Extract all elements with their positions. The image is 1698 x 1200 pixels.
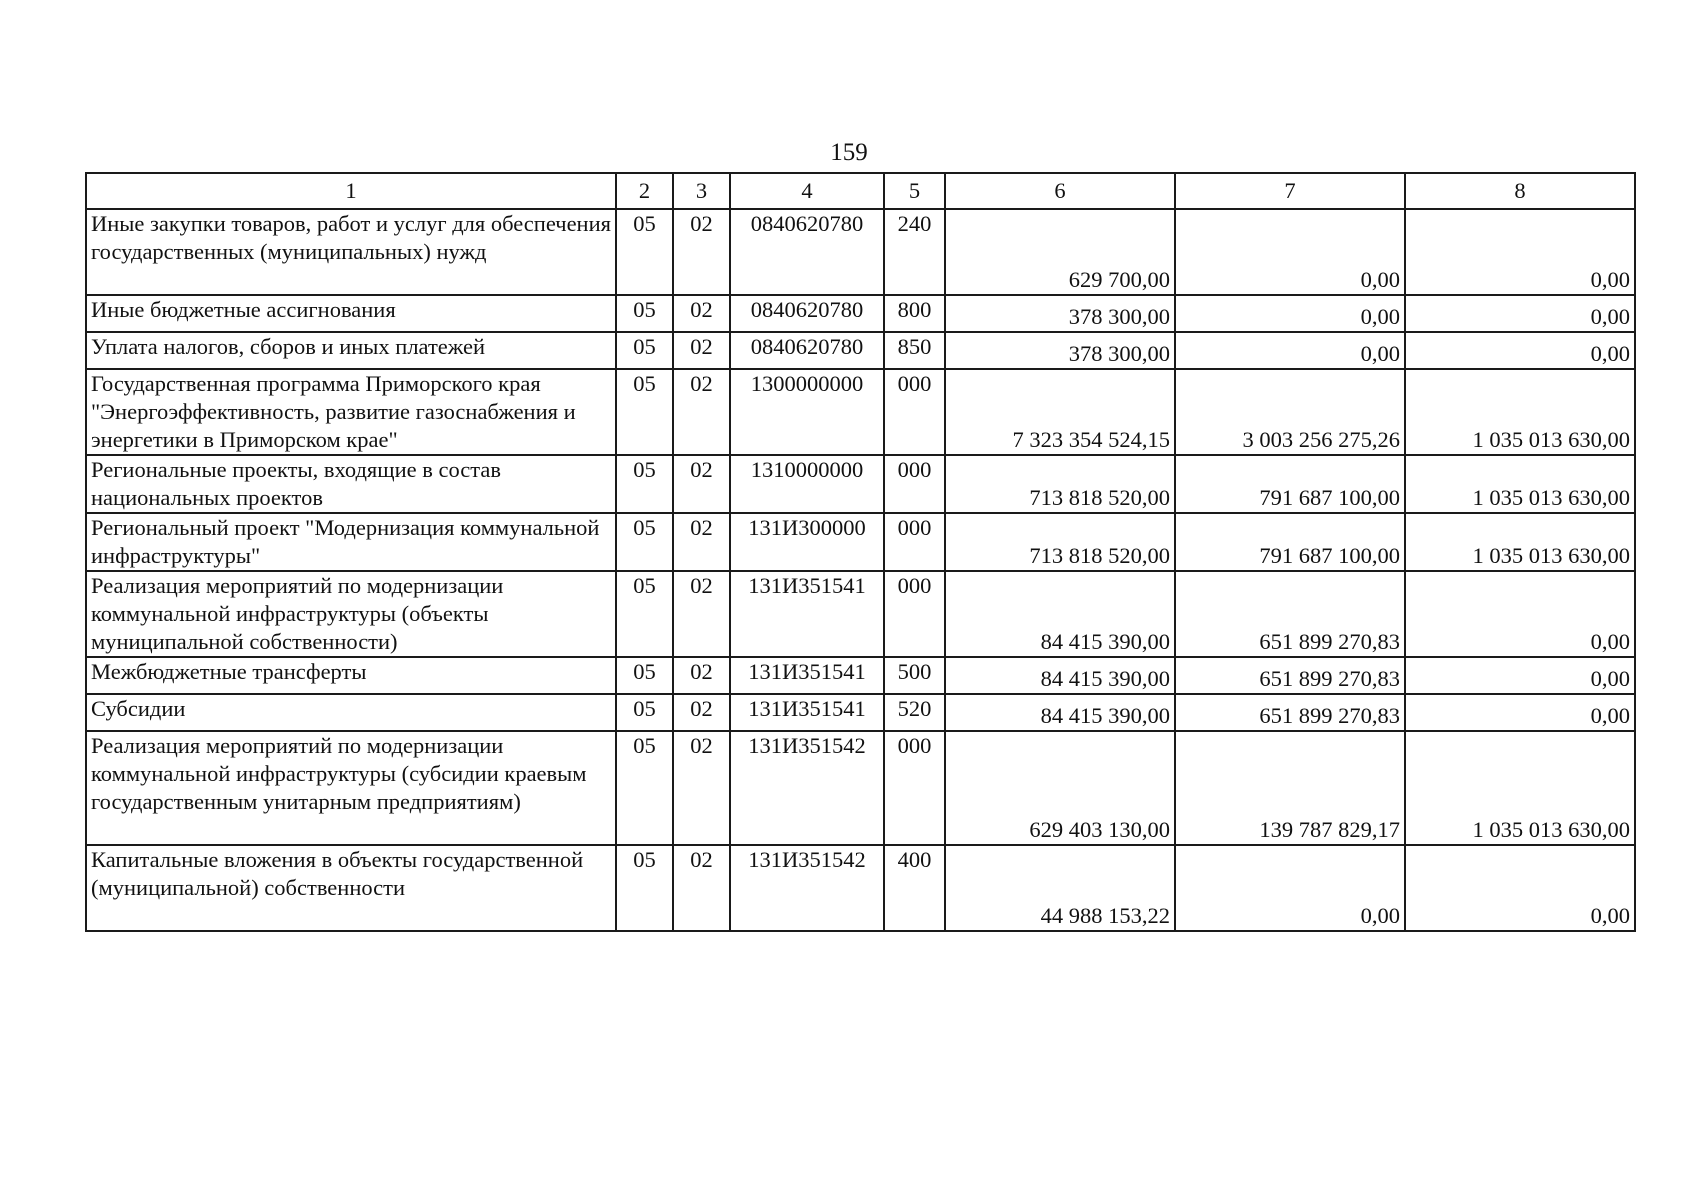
table-row (86, 571, 1635, 657)
target-article-code: 131И351542 (730, 731, 884, 845)
table-row (86, 731, 1635, 845)
budget-table (85, 172, 1636, 932)
amount-col-7: 3 003 256 275,26 (1175, 369, 1405, 455)
target-article-code: 131И351542 (730, 845, 884, 931)
subsection-code: 02 (673, 332, 730, 369)
header-cell: 3 (673, 173, 730, 209)
subsection-code: 02 (673, 369, 730, 455)
table-row (86, 694, 1635, 731)
amount-col-7: 0,00 (1175, 332, 1405, 369)
amount-col-6: 378 300,00 (945, 332, 1175, 369)
amount-col-8: 0,00 (1405, 845, 1635, 931)
target-article-code: 0840620780 (730, 209, 884, 295)
target-article-code: 1300000000 (730, 369, 884, 455)
header-cell: 1 (86, 173, 616, 209)
table-row (86, 369, 1635, 455)
amount-col-8: 0,00 (1405, 571, 1635, 657)
header-cell: 2 (616, 173, 673, 209)
expense-type-code: 800 (884, 295, 945, 332)
expense-type-code: 000 (884, 369, 945, 455)
amount-col-6: 84 415 390,00 (945, 694, 1175, 731)
subsection-code: 02 (673, 694, 730, 731)
header-cell: 4 (730, 173, 884, 209)
subsection-code: 02 (673, 295, 730, 332)
row-name: Уплата налогов, сборов и иных платежей (86, 332, 616, 369)
amount-col-8: 0,00 (1405, 657, 1635, 694)
subsection-code: 02 (673, 571, 730, 657)
row-name: Региональные проекты, входящие в состав национальных проектов (86, 455, 616, 513)
amount-col-6: 713 818 520,00 (945, 455, 1175, 513)
amount-col-6: 84 415 390,00 (945, 657, 1175, 694)
section-code: 05 (616, 295, 673, 332)
amount-col-8: 0,00 (1405, 694, 1635, 731)
header-cell: 5 (884, 173, 945, 209)
section-code: 05 (616, 731, 673, 845)
amount-col-8: 0,00 (1405, 209, 1635, 295)
expense-type-code: 000 (884, 731, 945, 845)
subsection-code: 02 (673, 657, 730, 694)
amount-col-7: 651 899 270,83 (1175, 657, 1405, 694)
section-code: 05 (616, 845, 673, 931)
table-row (86, 513, 1635, 571)
amount-col-8: 0,00 (1405, 332, 1635, 369)
row-name: Капитальные вложения в объекты государственной (муниципальной) собственности (86, 845, 616, 931)
target-article-code: 131И351541 (730, 694, 884, 731)
header-cell: 8 (1405, 173, 1635, 209)
table-row (86, 845, 1635, 931)
expense-type-code: 850 (884, 332, 945, 369)
amount-col-7: 0,00 (1175, 845, 1405, 931)
target-article-code: 131И300000 (730, 513, 884, 571)
expense-type-code: 000 (884, 571, 945, 657)
header-row (86, 173, 1635, 209)
target-article-code: 131И351541 (730, 571, 884, 657)
row-name: Межбюджетные трансферты (86, 657, 616, 694)
table-row (86, 209, 1635, 295)
target-article-code: 131И351541 (730, 657, 884, 694)
expense-type-code: 500 (884, 657, 945, 694)
expense-type-code: 000 (884, 455, 945, 513)
amount-col-7: 651 899 270,83 (1175, 694, 1405, 731)
amount-col-8: 1 035 013 630,00 (1405, 731, 1635, 845)
section-code: 05 (616, 332, 673, 369)
header-cell: 6 (945, 173, 1175, 209)
subsection-code: 02 (673, 455, 730, 513)
row-name: Реализация мероприятий по модернизации коммунальной инфраструктуры (объекты муниципальной собственности) (86, 571, 616, 657)
expense-type-code: 400 (884, 845, 945, 931)
row-name: Региональный проект "Модернизация коммунальной инфраструктуры" (86, 513, 616, 571)
target-article-code: 1310000000 (730, 455, 884, 513)
expense-type-code: 240 (884, 209, 945, 295)
header-cell: 7 (1175, 173, 1405, 209)
section-code: 05 (616, 369, 673, 455)
section-code: 05 (616, 209, 673, 295)
section-code: 05 (616, 455, 673, 513)
amount-col-8: 1 035 013 630,00 (1405, 455, 1635, 513)
amount-col-6: 378 300,00 (945, 295, 1175, 332)
amount-col-6: 84 415 390,00 (945, 571, 1175, 657)
amount-col-6: 713 818 520,00 (945, 513, 1175, 571)
amount-col-6: 44 988 153,22 (945, 845, 1175, 931)
amount-col-7: 139 787 829,17 (1175, 731, 1405, 845)
amount-col-6: 7 323 354 524,15 (945, 369, 1175, 455)
row-name: Субсидии (86, 694, 616, 731)
table-row (86, 455, 1635, 513)
amount-col-7: 0,00 (1175, 295, 1405, 332)
amount-col-7: 651 899 270,83 (1175, 571, 1405, 657)
row-name: Государственная программа Приморского края "Энергоэффективность, развитие газоснабжения и энергетики в Приморском крае" (86, 369, 616, 455)
amount-col-7: 791 687 100,00 (1175, 455, 1405, 513)
amount-col-8: 1 035 013 630,00 (1405, 513, 1635, 571)
section-code: 05 (616, 657, 673, 694)
section-code: 05 (616, 571, 673, 657)
section-code: 05 (616, 513, 673, 571)
amount-col-6: 629 403 130,00 (945, 731, 1175, 845)
subsection-code: 02 (673, 513, 730, 571)
amount-col-7: 791 687 100,00 (1175, 513, 1405, 571)
page-number: 159 (830, 139, 868, 166)
subsection-code: 02 (673, 209, 730, 295)
target-article-code: 0840620780 (730, 295, 884, 332)
amount-col-6: 629 700,00 (945, 209, 1175, 295)
subsection-code: 02 (673, 731, 730, 845)
row-name: Иные бюджетные ассигнования (86, 295, 616, 332)
row-name: Реализация мероприятий по модернизации коммунальной инфраструктуры (субсидии краевым государственным унитарным предприятиям) (86, 731, 616, 845)
expense-type-code: 520 (884, 694, 945, 731)
subsection-code: 02 (673, 845, 730, 931)
amount-col-8: 1 035 013 630,00 (1405, 369, 1635, 455)
row-name: Иные закупки товаров, работ и услуг для обеспечения государственных (муниципальных) нужд (86, 209, 616, 295)
section-code: 05 (616, 694, 673, 731)
target-article-code: 0840620780 (730, 332, 884, 369)
amount-col-7: 0,00 (1175, 209, 1405, 295)
table-row (86, 332, 1635, 369)
table-row (86, 657, 1635, 694)
table-row (86, 295, 1635, 332)
amount-col-8: 0,00 (1405, 295, 1635, 332)
expense-type-code: 000 (884, 513, 945, 571)
